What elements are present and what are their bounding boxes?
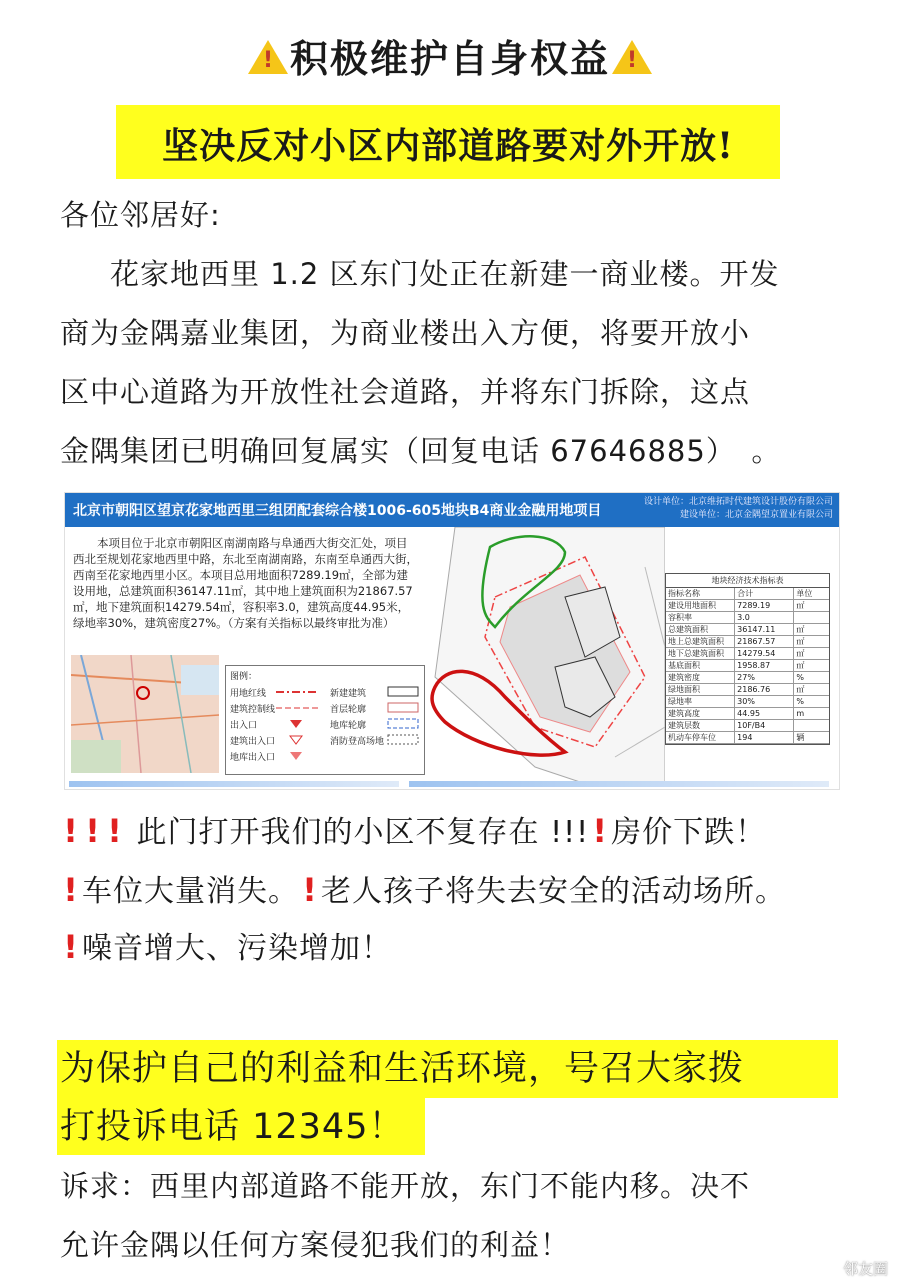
- location-map: [71, 655, 219, 773]
- call-line-1: 为保护自己的利益和生活环境，号召大家拨: [60, 1049, 745, 1089]
- warning-icon: !: [612, 40, 652, 74]
- plan-description: 本项目位于北京市朝阳区南湖南路与阜通西大街交汇处，项目西北至规划花家地西里中路，东北至南湖南路，东南至阜通西大街，西南至花家地西里小区。本项目总用地面积7289.19㎡，全部为建设用地，总建筑面积36147.11㎡，其中地上建筑面积为21867.57㎡，地下建筑面积14279.54㎡，容积率3.0，建筑高度44.95米，绿地率30%，建筑密度27%。（方案有关指标以最终审批为准）: [73, 536, 418, 630]
- site-plan-drawing: [415, 527, 665, 787]
- warning-line-3: ! 噪音增大、污染增加！: [60, 918, 392, 978]
- exclamation-icon: !: [85, 812, 101, 850]
- greeting: 各位邻居好:: [60, 198, 221, 232]
- banner-text: 坚决反对小区内部道路要对外开放!: [162, 125, 734, 167]
- plan-units: 设计单位：北京维拓时代建筑设计股份有限公司 建设单位：北京金隅望京置业有限公司: [643, 497, 833, 520]
- body-line-4: 金隅集团已明确回复属实（回复电话 67646885） 。: [60, 434, 782, 468]
- exclamation-icon: !: [592, 812, 608, 850]
- table-row: 总建筑面积 36147.11 ㎡: [666, 624, 829, 636]
- exclamation-icon: !: [107, 812, 123, 850]
- warning-line-1: ! ! ! 此门打开我们的小区不复存在 !!! ! 房价下跌！: [60, 802, 766, 862]
- table-row: 建筑层数 10F/B4: [666, 720, 829, 732]
- plan-header: [65, 493, 839, 527]
- table-row: 建设用地面积 7289.19 ㎡: [666, 600, 829, 612]
- table-row: 机动车停车位 194 辆: [666, 732, 829, 744]
- call-line-2: 打投诉电话 12345！: [60, 1107, 405, 1147]
- indicator-table: 地块经济技术指标表 指标名称 合计 单位 建设用地面积 7289.19 ㎡ 容积率 3.0 总建筑面积 36147.11 ㎡ 地上总建筑面积 21867.57 ㎡ 地下总建筑面积 14279.54 ㎡ 基底面积 1958.87 ㎡ 建筑密度 27% % 绿地面积 2186.76 ㎡ 绿地率 30% % 建筑高度 44.95 m 建筑层数 10F/B4 机动车停车位 194 辆: [665, 573, 830, 745]
- table-row: 容积率 3.0: [666, 612, 829, 624]
- demand-line-1: 诉求：西里内部道路不能开放，东门不能内移。决不: [60, 1169, 751, 1203]
- plan-footer-bar: [409, 781, 829, 787]
- exclamation-icon: !: [63, 871, 79, 909]
- table-row: 建筑高度 44.95 m: [666, 708, 829, 720]
- plan-footer-bar: [69, 781, 399, 787]
- table-row: 绿地率 30% %: [666, 696, 829, 708]
- warning-line-2: ! 车位大量消失。 ! 老人孩子将失去安全的活动场所。: [60, 861, 786, 921]
- plan-title: 北京市朝阳区望京花家地西里三组团配套综合楼1006-605地块B4商业金融用地项目: [73, 503, 602, 519]
- warning-icon: !: [248, 40, 288, 74]
- plan-legend: 图例： 用地红线 建筑控制线 出入口 建筑出入口 地库出入口 新建建筑 首层轮廓 地库轮廓 消防登高场地: [225, 665, 425, 775]
- table-row: 地下总建筑面积 14279.54 ㎡: [666, 648, 829, 660]
- project-plan-image: [64, 492, 840, 790]
- table-row: 地上总建筑面积 21867.57 ㎡: [666, 636, 829, 648]
- table-header-row: 指标名称 合计 单位: [666, 588, 829, 600]
- exclamation-icon: !: [63, 928, 79, 966]
- exclamation-icon: !: [302, 871, 318, 909]
- table-row: 建筑密度 27% %: [666, 672, 829, 684]
- body-line-1: 花家地西里 1.2 区东门处正在新建一商业楼。开发: [110, 257, 780, 291]
- demand-line-2: 允许金隅以任何方案侵犯我们的利益！: [60, 1228, 571, 1262]
- body-line-2: 商为金隅嘉业集团，为商业楼出入方便，将要开放小: [60, 316, 751, 350]
- table-row: 绿地面积 2186.76 ㎡: [666, 684, 829, 696]
- page-title: ! 积极维护自身权益 !: [0, 28, 900, 83]
- table-row: 基底面积 1958.87 ㎡: [666, 660, 829, 672]
- body-line-3: 区中心道路为开放性社会道路，并将东门拆除，这点: [60, 375, 751, 409]
- exclamation-icon: !: [63, 812, 79, 850]
- watermark: 邻友圈: [842, 1260, 888, 1278]
